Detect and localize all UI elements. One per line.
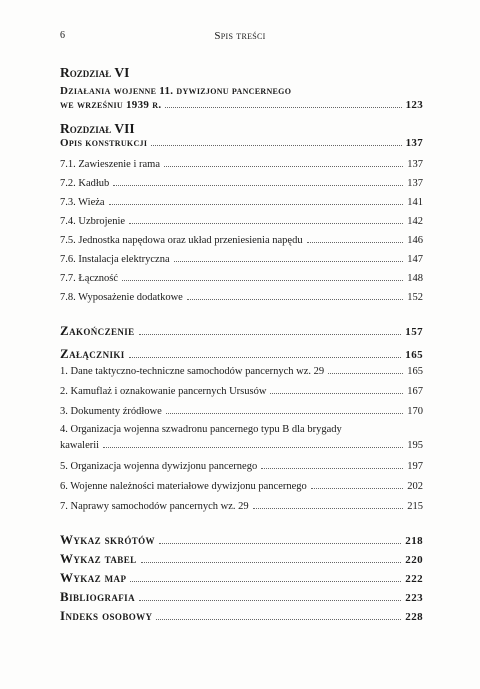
toc-entry-label: 7.5. Jednostka napędowa oraz układ przeniesienia napędu [60, 235, 303, 246]
toc-entry-chapter-6[interactable] [60, 99, 423, 111]
toc-entry-label: 7.1. Zawieszenie i rama [60, 159, 160, 170]
dot-leader [311, 488, 403, 489]
toc-entry-label: 7.4. Uzbrojenie [60, 216, 126, 227]
toc-entry-label: 7.7. Łączność [60, 273, 119, 284]
toc-entry-page: 165 [405, 349, 423, 361]
toc-entry-appendix-7[interactable] [60, 501, 423, 512]
toc-entry-page: 223 [405, 592, 423, 604]
toc-entry-page: 170 [407, 406, 423, 417]
toc-entry-page: 222 [405, 573, 423, 585]
toc-entry-appendix-3[interactable] [60, 406, 423, 417]
toc-entry-page: 157 [405, 326, 423, 338]
toc-entry-label: 7.3. Wieża [60, 197, 105, 208]
toc-entry-label: Bibliografia [60, 589, 135, 604]
toc-entry-page: 141 [407, 197, 423, 208]
toc-entry-label: kawalerii [60, 440, 100, 451]
toc-entry-conclusion[interactable] [60, 323, 423, 339]
dot-leader [103, 447, 403, 448]
toc-entry-page: 137 [407, 178, 423, 189]
toc-entry-appendix-4[interactable] [60, 440, 423, 451]
toc-entry-page: 197 [407, 461, 423, 472]
toc-entry-7-8[interactable] [60, 292, 423, 303]
toc-entry-label: 5. Organizacja wojenna dywizjonu pancernego [60, 461, 258, 472]
toc-entry-7-4[interactable] [60, 216, 423, 227]
toc-entry-label: Opis konstrukcji [60, 137, 148, 149]
toc-entry-label: Indeks osobowy [60, 608, 153, 623]
toc-entry-appendix-1[interactable] [60, 366, 423, 377]
toc-entry-label: 6. Wojenne należności materiałowe dywizjonu pancernego [60, 481, 307, 492]
dot-leader [187, 299, 403, 300]
toc-entry-page: 215 [407, 501, 423, 512]
dot-leader [156, 619, 401, 620]
dot-leader [174, 261, 404, 262]
dot-leader [261, 468, 403, 469]
toc-entry-appendix-4-line1: 4. Organizacja wojenna szwadronu pancernego typu B dla brygady [60, 424, 342, 435]
toc-entry-page: 220 [405, 554, 423, 566]
toc-entry-index[interactable] [60, 608, 423, 624]
toc-entry-label: 7.8. Wyposażenie dodatkowe [60, 292, 183, 303]
dot-leader [307, 242, 404, 243]
dot-leader [165, 107, 401, 108]
dot-leader [159, 543, 401, 544]
page-number: 6 [60, 30, 66, 41]
toc-entry-page: 137 [405, 137, 423, 149]
toc-entry-page: 167 [407, 386, 423, 397]
dot-leader [270, 393, 403, 394]
dot-leader [129, 223, 403, 224]
toc-entry-tables[interactable] [60, 551, 423, 567]
toc-entry-label: Załączniki [60, 346, 125, 361]
toc-entry-page: 142 [407, 216, 423, 227]
dot-leader [166, 413, 403, 414]
chapter-6-title-line1: Działania wojenne 11. dywizjonu pancernego [60, 85, 292, 97]
toc-entry-page: 218 [405, 535, 423, 547]
toc-entry-7-1[interactable] [60, 159, 423, 170]
toc-entry-page: 202 [407, 481, 423, 492]
toc-entry-maps[interactable] [60, 570, 423, 586]
toc-entry-7-7[interactable] [60, 273, 423, 284]
toc-entry-appendix-2[interactable] [60, 386, 423, 397]
toc-entry-label: 3. Dokumenty źródłowe [60, 406, 162, 417]
toc-entry-7-6[interactable] [60, 254, 423, 265]
toc-entry-page: 195 [407, 440, 423, 451]
dot-leader [139, 600, 401, 601]
dot-leader [113, 185, 403, 186]
toc-entry-label: Wykaz map [60, 570, 127, 585]
toc-entry-label: 7.6. Instalacja elektryczna [60, 254, 170, 265]
dot-leader [253, 508, 404, 509]
dot-leader [109, 204, 404, 205]
dot-leader [130, 581, 401, 582]
toc-entry-appendices[interactable] [60, 346, 423, 362]
dot-leader [129, 357, 402, 358]
toc-entry-appendix-6[interactable] [60, 481, 423, 492]
running-header: Spis treści [214, 30, 266, 42]
toc-entry-chapter-7[interactable] [60, 137, 423, 149]
toc-entry-page: 148 [407, 273, 423, 284]
dot-leader [122, 280, 403, 281]
toc-entry-label: Wykaz tabel [60, 551, 137, 566]
toc-entry-label: 1. Dane taktyczno-techniczne samochodów pancernych wz. 29 [60, 366, 325, 377]
toc-entry-label: Wykaz skrótów [60, 532, 155, 547]
toc-entry-7-3[interactable] [60, 197, 423, 208]
toc-entry-page: 228 [405, 611, 423, 623]
dot-leader [139, 334, 402, 335]
toc-entry-label: Zakończenie [60, 323, 135, 338]
toc-entry-abbreviations[interactable] [60, 532, 423, 548]
chapter-6-heading: Rozdział VI [60, 65, 130, 80]
toc-entry-bibliography[interactable] [60, 589, 423, 605]
dot-leader [151, 145, 401, 146]
toc-entry-label: we wrześniu 1939 r. [60, 99, 162, 111]
toc-entry-page: 146 [407, 235, 423, 246]
toc-entry-7-5[interactable] [60, 235, 423, 246]
toc-entry-page: 165 [407, 366, 423, 377]
toc-entry-page: 123 [405, 99, 423, 111]
dot-leader [141, 562, 402, 563]
toc-entry-label: 7.2. Kadłub [60, 178, 110, 189]
toc-entry-label: 2. Kamuflaż i oznakowanie pancernych Ursusów [60, 386, 267, 397]
toc-entry-page: 152 [407, 292, 423, 303]
toc-entry-appendix-5[interactable] [60, 461, 423, 472]
dot-leader [164, 166, 403, 167]
chapter-7-heading: Rozdział VII [60, 121, 135, 136]
toc-entry-7-2[interactable] [60, 178, 423, 189]
toc-entry-page: 147 [407, 254, 423, 265]
toc-entry-label: 7. Naprawy samochodów pancernych wz. 29 [60, 501, 249, 512]
dot-leader [328, 373, 403, 374]
toc-entry-page: 137 [407, 159, 423, 170]
